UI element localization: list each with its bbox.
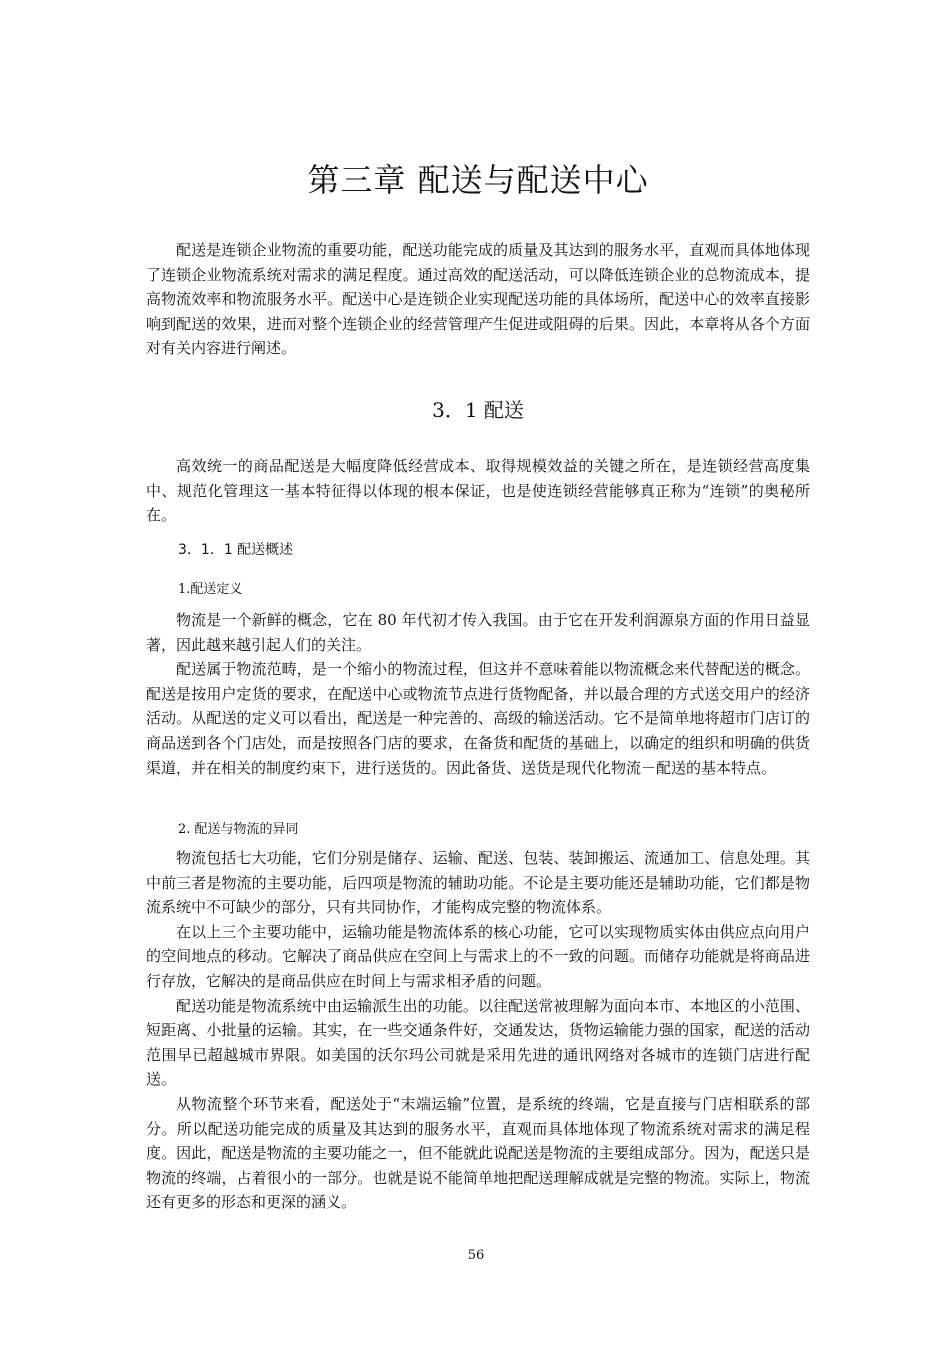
item1-block [146,608,810,780]
page-number: 56 [467,1248,485,1263]
item2-paragraph-2: 在以上三个主要功能中，运输功能是物流体系的核心功能，它可以实现物质实体由供应点向用户的空间地点的移动。它解决了商品供应在空间上与需求上的不一致的问题。而储存功能就是将商品进行存放，它解决的是商品供应在时间上与需求相矛盾的问题。 [146,922,810,990]
item1-paragraph-1: 物流是一个新鲜的概念，它在 80 年代初才传入我国。由于它在开发利润源泉方面的作用日益显著，因此越来越引起人们的关注。 [146,611,810,654]
item2-heading: 2. 配送与物流的异同 [178,822,299,837]
item2-block [146,846,810,1215]
item1-heading: 1.配送定义 [178,582,243,597]
intro-paragraph: 配送是连锁企业物流的重要功能，配送功能完成的质量及其达到的服务水平，直观而具体地体现了连锁企业物流系统对需求的满足程度。通过高效的配送活动，可以降低连锁企业的总物流成本，提高物流效率和物流服务水平。配送中心是连锁企业实现配送功能的具体场所，配送中心的效率直接影响到配送的效果，进而对整个连锁企业的经营管理产生促进或阻碍的后果。因此，本章将从各个方面对有关内容进行阐述。 [146,241,810,358]
section-paragraph: 高效统一的商品配送是大幅度降低经营成本、取得规模效益的关键之所在，是连锁经营高度集中、规范化管理这一基本特征得以体现的根本保证，也是使连锁经营能够真正称为“连锁”的奥秘所在。 [146,457,810,525]
subsection-title: 3．1．1 配送概述 [178,542,294,558]
section-title: 3．1 配送 [432,398,524,422]
item2-paragraph-3: 配送功能是物流系统中由运输派生出的功能。以往配送常被理解为面向本市、本地区的小范围、短距离、小批量的运输。其实，在一些交通条件好，交通发达，货物运输能力强的国家，配送的活动范围早已超越城市界限。如美国的沃尔玛公司就是采用先进的通讯网络对各城市的连锁门店进行配送。 [146,996,810,1089]
item2-paragraph-1: 物流包括七大功能，它们分别是储存、运输、配送、包装、装卸搬运、流通加工、信息处理。其中前三者是物流的主要功能，后四项是物流的辅助功能。不论是主要功能还是辅助功能，它们都是物流系统中不可缺少的部分，只有共同协作，才能构成完整的物流体系。 [146,849,810,917]
item1-paragraph-2: 配送属于物流范畴，是一个缩小的物流过程，但这并不意味着能以物流概念来代替配送的概念。配送是按用户定货的要求，在配送中心或物流节点进行货物配备，并以最合理的方式送交用户的经济活动。从配送的定义可以看出，配送是一种完善的、高级的输送活动。它不是简单地将超市门店订的商品送到各个门店处，而是按照各门店的要求，在备货和配货的基础上，以确定的组织和明确的供货渠道，并在相关的制度约束下，进行送货的。因此备货、送货是现代化物流－配送的基本特点。 [146,660,810,777]
chapter-title: 第三章 配送与配送中心 [307,161,649,199]
section-intro-block [146,454,810,528]
intro-block [146,238,810,361]
item2-paragraph-4: 从物流整个环节来看，配送处于“末端运输”位置，是系统的终端，它是直接与门店相联系的部分。所以配送功能完成的质量及其达到的服务水平，直观而具体地体现了物流系统对需求的满足程度。因此，配送是物流的主要功能之一，但不能就此说配送是物流的主要组成部分。因为，配送只是物流的终端，占着很小的一部分。也就是说不能简单地把配送理解成就是完整的物流。实际上，物流还有更多的形态和更深的涵义。 [146,1094,810,1212]
